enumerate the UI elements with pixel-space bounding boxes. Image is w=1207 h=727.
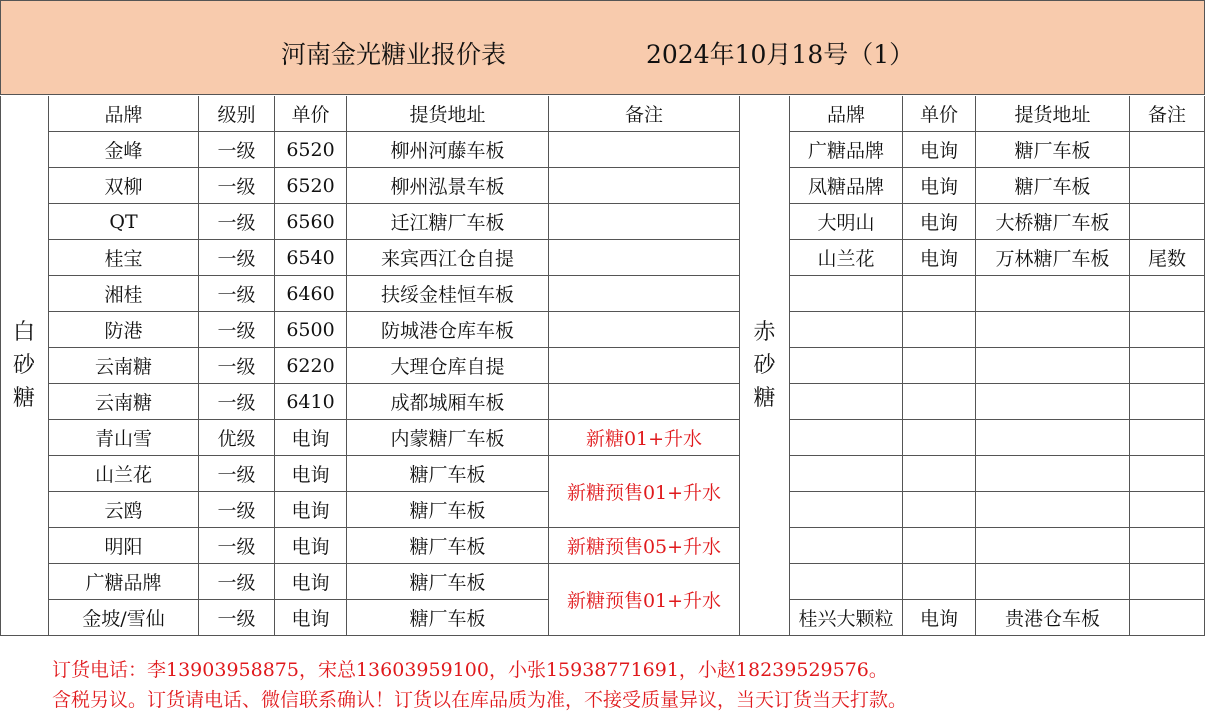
raw-cell-address: 糖厂车板 [976, 168, 1130, 204]
white-cell-grade: 一级 [199, 492, 275, 528]
white-cell-address: 糖厂车板 [347, 492, 549, 528]
white-cell-brand: 金峰 [49, 132, 199, 168]
raw-cell-brand: 广糖品牌 [790, 132, 903, 168]
raw-cell-note [1130, 600, 1205, 636]
white-cell-brand: 明阳 [49, 528, 199, 564]
raw-sugar-label-char: 赤 [753, 320, 776, 345]
raw-cell-price: 电询 [903, 240, 976, 276]
white-cell-brand: 双柳 [49, 168, 199, 204]
white-cell-address: 糖厂车板 [347, 564, 549, 600]
raw-sugar-label [740, 96, 790, 636]
raw-cell-note [1130, 168, 1205, 204]
white-cell-price: 电询 [275, 600, 347, 636]
report-date: 2024年10月18号（1） [646, 40, 915, 69]
page-title: 河南金光糖业报价表 [281, 40, 507, 69]
white-header-cell: 品牌 [49, 96, 199, 132]
raw-cell-brand: 大明山 [790, 204, 903, 240]
white-cell-price: 电询 [275, 456, 347, 492]
white-note-cell [549, 240, 740, 276]
raw-cell-price [903, 456, 976, 492]
raw-cell-address [976, 420, 1130, 456]
raw-cell-price: 电询 [903, 168, 976, 204]
raw-cell-price [903, 492, 976, 528]
raw-cell-price [903, 564, 976, 600]
white-cell-grade: 一级 [199, 240, 275, 276]
white-cell-address: 来宾西江仓自提 [347, 240, 549, 276]
raw-cell-note [1130, 312, 1205, 348]
white-cell-brand: 广糖品牌 [49, 564, 199, 600]
white-cell-price: 6540 [275, 240, 347, 276]
raw-cell-price [903, 348, 976, 384]
footer-notes [0, 635, 1207, 727]
raw-cell-address [976, 276, 1130, 312]
raw-cell-note [1130, 420, 1205, 456]
header-banner [0, 0, 1205, 95]
white-cell-price: 电询 [275, 564, 347, 600]
raw-cell-brand [790, 564, 903, 600]
white-cell-grade: 一级 [199, 600, 275, 636]
white-note-cell [549, 132, 740, 168]
white-note-cell [549, 348, 740, 384]
white-sugar-label-char: 糖 [12, 386, 35, 411]
white-header-cell: 备注 [549, 96, 740, 132]
white-cell-brand: 云南糖 [49, 348, 199, 384]
white-cell-address: 柳州泓景车板 [347, 168, 549, 204]
white-cell-brand: 云鸥 [49, 492, 199, 528]
white-cell-price: 电询 [275, 420, 347, 456]
raw-cell-note [1130, 384, 1205, 420]
white-header-cell: 级别 [199, 96, 275, 132]
white-cell-address: 糖厂车板 [347, 528, 549, 564]
raw-header-cell: 品牌 [790, 96, 903, 132]
raw-cell-address: 大桥糖厂车板 [976, 204, 1130, 240]
white-cell-address: 迁江糖厂车板 [347, 204, 549, 240]
white-cell-grade: 一级 [199, 312, 275, 348]
white-cell-brand: 湘桂 [49, 276, 199, 312]
white-cell-grade: 一级 [199, 168, 275, 204]
white-note-cell [549, 276, 740, 312]
raw-cell-address [976, 528, 1130, 564]
raw-cell-brand: 桂兴大颗粒 [790, 600, 903, 636]
raw-cell-note [1130, 528, 1205, 564]
white-cell-price: 6500 [275, 312, 347, 348]
raw-cell-price [903, 312, 976, 348]
contact-line: 订货电话：李13903958875，宋总13603959100，小张15938771691，小赵18239529576。 [52, 659, 888, 681]
white-cell-brand: 防港 [49, 312, 199, 348]
white-cell-price: 6520 [275, 132, 347, 168]
raw-cell-brand [790, 420, 903, 456]
white-cell-address: 糖厂车板 [347, 456, 549, 492]
raw-cell-note [1130, 492, 1205, 528]
white-header-cell: 单价 [275, 96, 347, 132]
raw-cell-note [1130, 456, 1205, 492]
raw-cell-address [976, 384, 1130, 420]
white-cell-price: 电询 [275, 528, 347, 564]
white-cell-brand: QT [49, 204, 199, 240]
raw-cell-price [903, 528, 976, 564]
white-cell-price: 6560 [275, 204, 347, 240]
raw-cell-price: 电询 [903, 132, 976, 168]
white-cell-price: 6460 [275, 276, 347, 312]
white-sugar-label-char: 砂 [12, 353, 35, 378]
white-sugar-label [0, 96, 49, 636]
raw-cell-address [976, 312, 1130, 348]
raw-header-cell: 提货地址 [976, 96, 1130, 132]
white-cell-brand: 金坡/雪仙 [49, 600, 199, 636]
raw-cell-address: 糖厂车板 [976, 132, 1130, 168]
white-cell-grade: 一级 [199, 528, 275, 564]
white-cell-grade: 优级 [199, 420, 275, 456]
raw-cell-price: 电询 [903, 600, 976, 636]
raw-cell-price [903, 384, 976, 420]
raw-cell-price [903, 276, 976, 312]
white-cell-price: 6410 [275, 384, 347, 420]
raw-sugar-label-char: 糖 [753, 386, 776, 411]
raw-cell-brand [790, 384, 903, 420]
white-cell-brand: 桂宝 [49, 240, 199, 276]
terms-line: 含税另议。订货请电话、微信联系确认！订货以在库品质为准，不接受质量异议，当天订货当天打款。 [52, 689, 908, 711]
raw-cell-price [903, 420, 976, 456]
white-cell-address: 柳州河藤车板 [347, 132, 549, 168]
white-cell-grade: 一级 [199, 456, 275, 492]
raw-cell-note [1130, 132, 1205, 168]
white-cell-price: 电询 [275, 492, 347, 528]
white-cell-grade: 一级 [199, 276, 275, 312]
raw-cell-address: 万林糖厂车板 [976, 240, 1130, 276]
white-cell-address: 大理仓库自提 [347, 348, 549, 384]
white-note-cell [549, 168, 740, 204]
raw-cell-address: 贵港仓车板 [976, 600, 1130, 636]
white-cell-address: 成都城厢车板 [347, 384, 549, 420]
white-sugar-label-char: 白 [12, 320, 35, 345]
raw-cell-address [976, 564, 1130, 600]
raw-cell-note [1130, 204, 1205, 240]
white-note-cell [549, 204, 740, 240]
raw-cell-brand: 山兰花 [790, 240, 903, 276]
white-header-cell: 提货地址 [347, 96, 549, 132]
white-cell-address: 扶绥金桂恒车板 [347, 276, 549, 312]
raw-cell-brand [790, 528, 903, 564]
raw-header-cell: 单价 [903, 96, 976, 132]
raw-cell-brand [790, 492, 903, 528]
raw-cell-address [976, 492, 1130, 528]
white-cell-brand: 云南糖 [49, 384, 199, 420]
white-cell-price: 6520 [275, 168, 347, 204]
white-cell-brand: 青山雪 [49, 420, 199, 456]
raw-cell-brand [790, 312, 903, 348]
raw-cell-note [1130, 564, 1205, 600]
raw-cell-note [1130, 276, 1205, 312]
raw-cell-brand: 凤糖品牌 [790, 168, 903, 204]
raw-sugar-label-char: 砂 [753, 353, 776, 378]
white-cell-grade: 一级 [199, 564, 275, 600]
raw-cell-brand [790, 276, 903, 312]
white-cell-grade: 一级 [199, 348, 275, 384]
white-note-cell: 新糖预售01+升水 [549, 456, 740, 528]
white-note-cell: 新糖预售05+升水 [549, 528, 740, 564]
white-cell-grade: 一级 [199, 132, 275, 168]
raw-header-cell: 备注 [1130, 96, 1205, 132]
white-cell-address: 防城港仓库车板 [347, 312, 549, 348]
white-note-cell: 新糖01+升水 [549, 420, 740, 456]
raw-cell-price: 电询 [903, 204, 976, 240]
white-note-cell: 新糖预售01+升水 [549, 564, 740, 636]
raw-cell-address [976, 348, 1130, 384]
raw-cell-brand [790, 456, 903, 492]
white-note-cell [549, 312, 740, 348]
raw-cell-address [976, 456, 1130, 492]
white-note-cell [549, 384, 740, 420]
white-cell-grade: 一级 [199, 204, 275, 240]
white-cell-brand: 山兰花 [49, 456, 199, 492]
white-cell-address: 内蒙糖厂车板 [347, 420, 549, 456]
white-cell-grade: 一级 [199, 384, 275, 420]
white-cell-price: 6220 [275, 348, 347, 384]
white-cell-address: 糖厂车板 [347, 600, 549, 636]
raw-cell-note: 尾数 [1130, 240, 1205, 276]
raw-cell-note [1130, 348, 1205, 384]
raw-cell-brand [790, 348, 903, 384]
